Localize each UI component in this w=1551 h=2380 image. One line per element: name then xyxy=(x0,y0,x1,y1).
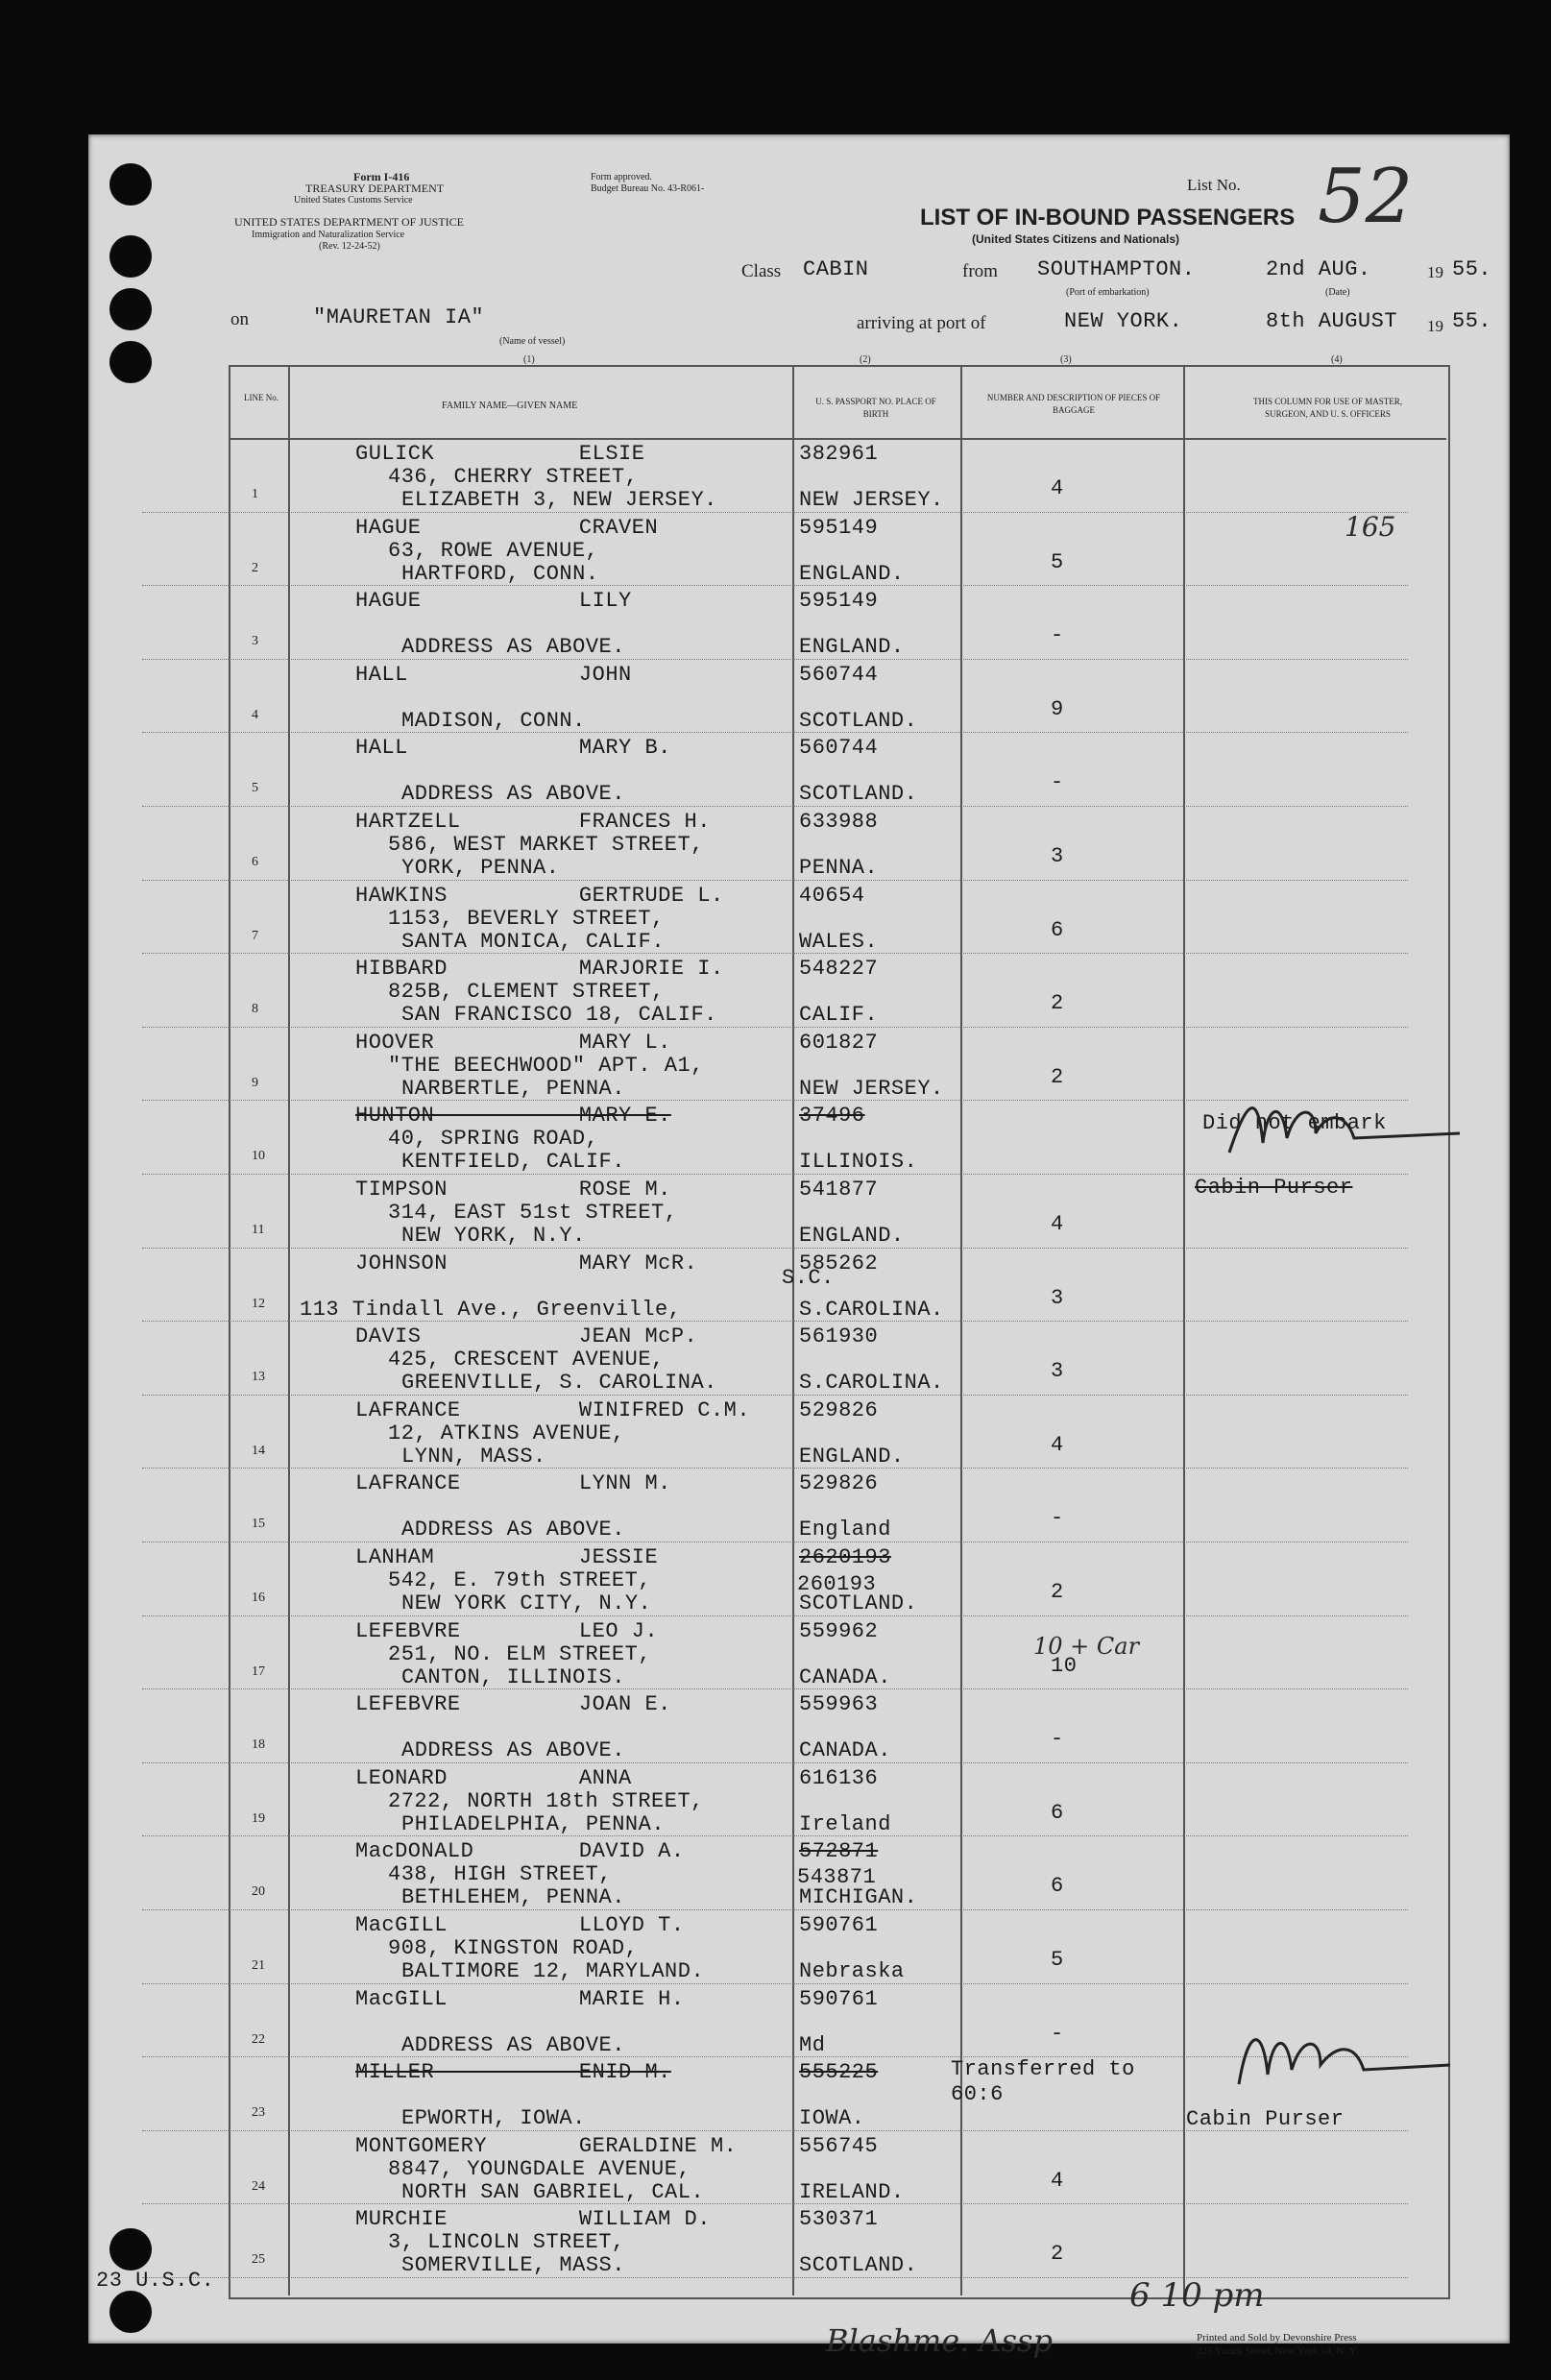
address-line-2: CANTON, ILLINOIS. xyxy=(401,1664,625,1689)
line-number: 1 xyxy=(252,487,258,501)
place-of-birth: ENGLAND. xyxy=(799,1444,905,1469)
row-divider xyxy=(142,512,1408,513)
port-of-embarkation: SOUTHAMPTON. xyxy=(1037,257,1196,281)
place-of-birth: SCOTLAND. xyxy=(799,1591,918,1615)
passport-number: 555225 xyxy=(799,2060,879,2085)
baggage-count: 4 xyxy=(1051,1432,1064,1457)
passport-number: 561930 xyxy=(799,1324,879,1349)
line-number: 21 xyxy=(252,1958,265,1973)
passport-number: 572871 xyxy=(799,1839,879,1864)
address-line-2: GREENVILLE, S. CAROLINA. xyxy=(401,1371,717,1396)
list-no-label: List No. xyxy=(1187,176,1241,194)
budget-bureau: Budget Bureau No. 43-R061- xyxy=(591,183,705,194)
baggage-count: 2 xyxy=(1051,991,1064,1016)
passenger-name: HAWKINS GERTRUDE L. xyxy=(355,883,724,908)
line-number: 24 xyxy=(252,2178,265,2194)
passenger-name: HARTZELL FRANCES H. xyxy=(355,810,711,834)
address-line-1: 438, HIGH STREET, xyxy=(388,1862,612,1887)
page-subtitle: (United States Citizens and Nationals) xyxy=(972,232,1180,246)
line-number: 9 xyxy=(252,1075,258,1090)
baggage-count: 3 xyxy=(1051,1359,1064,1384)
address-line-2: ADDRESS AS ABOVE. xyxy=(401,1738,625,1763)
line-number: 14 xyxy=(252,1443,265,1458)
baggage-count: 4 xyxy=(1051,2168,1064,2193)
arriving-label: arriving at port of xyxy=(857,313,986,333)
address-line-2: ADDRESS AS ABOVE. xyxy=(401,635,625,660)
passport-number: 595149 xyxy=(799,589,879,614)
baggage-count: 4 xyxy=(1051,476,1064,500)
row-divider xyxy=(142,880,1408,881)
passenger-name: MacGILL LLOYD T. xyxy=(355,1913,685,1937)
year-prefix-2: 19 xyxy=(1427,317,1443,335)
place-of-birth: CALIF. xyxy=(799,1003,879,1028)
purser-note-row10: Cabin Purser xyxy=(1195,1176,1353,1200)
class-value: CABIN xyxy=(803,257,869,281)
passport-number: 37496 xyxy=(799,1104,865,1129)
place-of-birth: NEW JERSEY. xyxy=(799,488,944,512)
row-divider xyxy=(142,659,1408,660)
address-line-1: 436, CHERRY STREET, xyxy=(388,465,639,489)
passenger-name: LEFEBVRE LEO J. xyxy=(355,1618,659,1643)
footer-time: 6 10 pm xyxy=(1129,2276,1265,2315)
form-number: Form I-416 xyxy=(353,170,410,183)
address-line-2: SOMERVILLE, MASS. xyxy=(401,2253,625,2278)
col-header-baggage: NUMBER AND DESCRIPTION OF PIECES OF BAGGAGE xyxy=(986,393,1161,415)
place-of-birth: CANADA. xyxy=(799,1738,891,1763)
baggage-count: - xyxy=(1051,623,1064,648)
printer-line-2: 225 Varick Street, New York 14, N. Y. xyxy=(1197,2345,1358,2357)
passport-correction-row16: 260193 xyxy=(797,1572,877,1596)
row-divider xyxy=(142,1395,1408,1396)
address-line-1: 12, ATKINS AVENUE, xyxy=(388,1421,625,1445)
punch-hole xyxy=(109,341,152,383)
passport-number: 548227 xyxy=(799,957,879,982)
col-header-line: LINE No. xyxy=(244,393,279,402)
punch-hole xyxy=(109,163,152,206)
line-number: 6 xyxy=(252,855,258,869)
passport-number: 595149 xyxy=(799,515,879,540)
address-line-1: "THE BEECHWOOD" APT. A1, xyxy=(388,1053,704,1078)
passport-number: 601827 xyxy=(799,1030,879,1055)
form-approved: Form approved. xyxy=(591,172,652,182)
sc-note: S.C. xyxy=(782,1266,835,1290)
passenger-name: LAFRANCE WINIFRED C.M. xyxy=(355,1397,751,1422)
passenger-name: MacGILL MARIE H. xyxy=(355,1986,685,2011)
baggage-count: - xyxy=(1051,770,1064,795)
baggage-count: 5 xyxy=(1051,549,1064,574)
address-line-2: BETHLEHEM, PENNA. xyxy=(401,1885,625,1910)
address-line-1: 2722, NORTH 18th STREET, xyxy=(388,1788,704,1813)
address-line-2: BALTIMORE 12, MARYLAND. xyxy=(401,1959,705,1983)
line-number: 7 xyxy=(252,928,258,943)
printer-line-1: Printed and Sold by Devonshire Press xyxy=(1197,2332,1357,2344)
line-number: 10 xyxy=(252,1149,265,1164)
row-divider xyxy=(142,1027,1408,1028)
row-divider xyxy=(142,2203,1408,2204)
address-line-1: 8847, YOUNGDALE AVENUE, xyxy=(388,2156,691,2181)
passenger-name: GULICK ELSIE xyxy=(355,442,645,466)
dept-customs: United States Customs Service xyxy=(294,195,413,206)
baggage-count: 5 xyxy=(1051,1948,1064,1972)
place-of-birth: S.CAROLINA. xyxy=(799,1371,944,1396)
address-line-2: SANTA MONICA, CALIF. xyxy=(401,929,666,954)
revision-date: (Rev. 12-24-52) xyxy=(319,241,380,252)
dept-treasury: TREASURY DEPARTMENT xyxy=(305,182,445,195)
place-of-birth: S.CAROLINA. xyxy=(799,1297,944,1322)
passport-number: 529826 xyxy=(799,1397,879,1422)
purser-signature-2 xyxy=(1191,2017,1479,2113)
address-line-1: 542, E. 79th STREET, xyxy=(388,1568,652,1592)
place-of-birth: SCOTLAND. xyxy=(799,2253,918,2278)
punch-hole xyxy=(109,2291,152,2333)
address-line-1: 1153, BEVERLY STREET, xyxy=(388,906,665,931)
passport-number: 382961 xyxy=(799,442,879,466)
passport-number: 40654 xyxy=(799,883,865,908)
place-of-birth: SCOTLAND. xyxy=(799,782,918,807)
transfer-note-2: 60:6 xyxy=(951,2082,1004,2106)
line-number: 8 xyxy=(252,1002,258,1017)
year-prefix-1: 19 xyxy=(1427,263,1443,281)
baggage-count: 4 xyxy=(1051,1212,1064,1236)
place-of-birth: PENNA. xyxy=(799,856,879,880)
line-number: 12 xyxy=(252,1296,265,1311)
line-number: 5 xyxy=(252,781,258,796)
year-1: 55. xyxy=(1452,257,1492,281)
col-header-name: FAMILY NAME—GIVEN NAME xyxy=(442,401,578,411)
punch-hole xyxy=(109,288,152,330)
passenger-name: MONTGOMERY GERALDINE M. xyxy=(355,2133,738,2158)
line-number: 17 xyxy=(252,1664,265,1679)
baggage-count: 6 xyxy=(1051,917,1064,942)
passenger-name: HALL JOHN xyxy=(355,662,632,687)
arrival-date: 8th AUGUST xyxy=(1266,309,1398,333)
line-number: 23 xyxy=(252,2105,265,2121)
place-of-birth: SCOTLAND. xyxy=(799,708,918,733)
address-line-2: NEW YORK, N.Y. xyxy=(401,1224,586,1248)
place-of-birth: IRELAND. xyxy=(799,2179,905,2204)
row-divider xyxy=(142,1909,1408,1910)
place-of-birth: ENGLAND. xyxy=(799,561,905,586)
passport-number: 633988 xyxy=(799,810,879,834)
col-num-3: (3) xyxy=(1060,354,1072,365)
baggage-count: 3 xyxy=(1051,844,1064,868)
col-num-2: (2) xyxy=(860,354,871,365)
place-of-birth: NEW JERSEY. xyxy=(799,1076,944,1101)
officer-note-165: 165 xyxy=(1345,511,1396,543)
col-header-officers: THIS COLUMN FOR USE OF MASTER, SURGEON, AND U. S. OFFICERS xyxy=(1252,397,1403,419)
address-line-2: SAN FRANCISCO 18, CALIF. xyxy=(401,1003,717,1028)
punch-hole xyxy=(109,2228,152,2271)
line-number: 19 xyxy=(252,1810,265,1826)
line-number: 4 xyxy=(252,707,258,722)
dept-justice: UNITED STATES DEPARTMENT OF JUSTICE xyxy=(234,215,465,229)
col-header-passport: U. S. PASSPORT NO. PLACE OF BIRTH xyxy=(815,397,936,419)
passport-correction-row20: 543871 xyxy=(797,1865,877,1889)
from-label: from xyxy=(962,261,998,281)
baggage-count: - xyxy=(1051,1727,1064,1752)
transfer-note-1: Transferred to xyxy=(951,2057,1135,2081)
passenger-name: HOOVER MARY L. xyxy=(355,1030,671,1055)
baggage-count: 10 xyxy=(1051,1653,1078,1678)
line-number: 3 xyxy=(252,634,258,649)
footer-usc: 23 U.S.C. xyxy=(96,2269,215,2293)
address-line-1: 40, SPRING ROAD, xyxy=(388,1127,599,1152)
baggage-count: 6 xyxy=(1051,1800,1064,1825)
passport-number: 2620193 xyxy=(799,1545,891,1569)
row-divider xyxy=(142,1615,1408,1616)
passenger-name: LANHAM JESSIE xyxy=(355,1545,659,1569)
address-line-2: MADISON, CONN. xyxy=(401,708,586,733)
place-of-birth: IOWA. xyxy=(799,2106,865,2131)
line-number: 16 xyxy=(252,1591,265,1605)
passenger-name: MacDONALD DAVID A. xyxy=(355,1839,685,1864)
address-line-1: 586, WEST MARKET STREET, xyxy=(388,833,704,857)
address-line-2: EPWORTH, IOWA. xyxy=(401,2106,586,2131)
passenger-name: HIBBARD MARJORIE I. xyxy=(355,957,724,982)
passenger-name: TIMPSON ROSE M. xyxy=(355,1178,671,1202)
line-number: 13 xyxy=(252,1370,265,1385)
address-line-2: ELIZABETH 3, NEW JERSEY. xyxy=(401,488,717,512)
line-number: 11 xyxy=(252,1223,265,1237)
address-line-1: 825B, CLEMENT STREET, xyxy=(388,980,665,1005)
place-of-birth: ENGLAND. xyxy=(799,1224,905,1248)
line-number: 2 xyxy=(252,560,258,575)
passport-number: 560744 xyxy=(799,662,879,687)
address-line-2: 113 Tindall Ave., Greenville, xyxy=(300,1297,682,1322)
list-number: 52 xyxy=(1318,154,1414,240)
row-divider xyxy=(142,1248,1408,1249)
line-number: 15 xyxy=(252,1517,265,1532)
row-divider xyxy=(142,806,1408,807)
vessel-name: "MAURETAN IA" xyxy=(313,305,485,329)
passenger-name: HUNTON MARY E. xyxy=(355,1104,671,1129)
passport-number: 590761 xyxy=(799,1913,879,1937)
address-line-1: 908, KINGSTON ROAD, xyxy=(388,1936,639,1960)
passport-number: 590761 xyxy=(799,1986,879,2011)
date-caption: (Date) xyxy=(1325,287,1350,298)
footer-handwriting: Blashme. Assp xyxy=(826,2322,1053,2359)
address-line-2: ADDRESS AS ABOVE. xyxy=(401,2032,625,2057)
place-of-birth: ILLINOIS. xyxy=(799,1150,918,1175)
passenger-name: LEONARD ANNA xyxy=(355,1765,632,1790)
on-label: on xyxy=(230,309,249,329)
place-of-birth: Md xyxy=(799,2032,826,2057)
row-divider xyxy=(142,1835,1408,1836)
passport-number: 616136 xyxy=(799,1765,879,1790)
place-of-birth: CANADA. xyxy=(799,1664,891,1689)
passport-number: 559962 xyxy=(799,1618,879,1643)
address-line-2: NEW YORK CITY, N.Y. xyxy=(401,1591,652,1615)
year-2: 55. xyxy=(1452,309,1492,333)
baggage-count: - xyxy=(1051,1506,1064,1531)
row-divider xyxy=(142,1762,1408,1763)
place-of-birth: England xyxy=(799,1518,891,1542)
row-divider xyxy=(142,1468,1408,1469)
did-not-embark-note: Did not embark xyxy=(1202,1111,1387,1135)
arrival-port: NEW YORK. xyxy=(1064,309,1183,333)
passport-number: 556745 xyxy=(799,2133,879,2158)
baggage-count: 3 xyxy=(1051,1285,1064,1310)
passenger-name: HALL MARY B. xyxy=(355,736,671,761)
baggage-count: - xyxy=(1051,2021,1064,2046)
address-line-2: NORTH SAN GABRIEL, CAL. xyxy=(401,2179,705,2204)
col-num-1: (1) xyxy=(523,354,535,365)
address-line-2: NARBERTLE, PENNA. xyxy=(401,1076,625,1101)
punch-hole xyxy=(109,235,152,278)
port-caption: (Port of embarkation) xyxy=(1066,287,1150,298)
address-line-1: 251, NO. ELM STREET, xyxy=(388,1641,652,1666)
row-divider xyxy=(142,1688,1408,1689)
place-of-birth: ENGLAND. xyxy=(799,635,905,660)
place-of-birth: MICHIGAN. xyxy=(799,1885,918,1910)
passenger-name: JOHNSON MARY McR. xyxy=(355,1251,698,1275)
address-line-2: KENTFIELD, CALIF. xyxy=(401,1150,625,1175)
baggage-count: 9 xyxy=(1051,696,1064,721)
line-number: 18 xyxy=(252,1737,265,1753)
passenger-name: HAGUE LILY xyxy=(355,589,632,614)
line-number: 22 xyxy=(252,2031,265,2047)
class-label: Class xyxy=(741,261,782,281)
place-of-birth: WALES. xyxy=(799,929,879,954)
passenger-name: MILLER ENID M. xyxy=(355,2060,671,2085)
place-of-birth: Nebraska xyxy=(799,1959,905,1983)
baggage-count: 6 xyxy=(1051,1874,1064,1899)
baggage-count: 2 xyxy=(1051,1064,1064,1089)
passenger-name: DAVIS JEAN McP. xyxy=(355,1324,698,1349)
passenger-name: LAFRANCE LYNN M. xyxy=(355,1471,671,1496)
dept-immigration: Immigration and Naturalization Service xyxy=(252,230,405,240)
vessel-caption: (Name of vessel) xyxy=(499,336,566,347)
passenger-name: LEFEBVRE JOAN E. xyxy=(355,1692,671,1717)
baggage-note-row17: 10 + Car xyxy=(1033,1633,1140,1660)
address-line-1: 425, CRESCENT AVENUE, xyxy=(388,1348,665,1372)
passport-number: 585262 xyxy=(799,1251,879,1275)
col-num-4: (4) xyxy=(1331,354,1343,365)
baggage-count: 2 xyxy=(1051,1580,1064,1604)
address-line-1: 63, ROWE AVENUE, xyxy=(388,538,599,563)
passport-number: 541877 xyxy=(799,1178,879,1202)
line-number: 20 xyxy=(252,1884,265,1900)
address-line-1: 3, LINCOLN STREET, xyxy=(388,2230,625,2255)
address-line-2: YORK, PENNA. xyxy=(401,856,560,880)
passport-number: 529826 xyxy=(799,1471,879,1496)
purser-signature-1 xyxy=(1191,1085,1479,1191)
passport-number: 560744 xyxy=(799,736,879,761)
passenger-name: MURCHIE WILLIAM D. xyxy=(355,2207,711,2232)
address-line-1: 314, EAST 51st STREET, xyxy=(388,1201,678,1225)
address-line-2: HARTFORD, CONN. xyxy=(401,561,599,586)
address-line-2: ADDRESS AS ABOVE. xyxy=(401,782,625,807)
passenger-name: HAGUE CRAVEN xyxy=(355,515,659,540)
row-divider xyxy=(142,1983,1408,1984)
baggage-count: 2 xyxy=(1051,2242,1064,2267)
row-divider xyxy=(142,585,1408,586)
address-line-2: LYNN, MASS. xyxy=(401,1444,546,1469)
purser-note-row23: Cabin Purser xyxy=(1186,2107,1345,2131)
row-divider xyxy=(142,953,1408,954)
address-line-2: ADDRESS AS ABOVE. xyxy=(401,1518,625,1542)
address-line-2: PHILADELPHIA, PENNA. xyxy=(401,1811,666,1836)
place-of-birth: Ireland xyxy=(799,1811,891,1836)
passport-number: 530371 xyxy=(799,2207,879,2232)
embark-date: 2nd AUG. xyxy=(1266,257,1371,281)
passport-number: 559963 xyxy=(799,1692,879,1717)
page-title: LIST OF IN-BOUND PASSENGERS xyxy=(920,205,1296,231)
row-divider xyxy=(142,732,1408,733)
line-number: 25 xyxy=(252,2252,265,2268)
